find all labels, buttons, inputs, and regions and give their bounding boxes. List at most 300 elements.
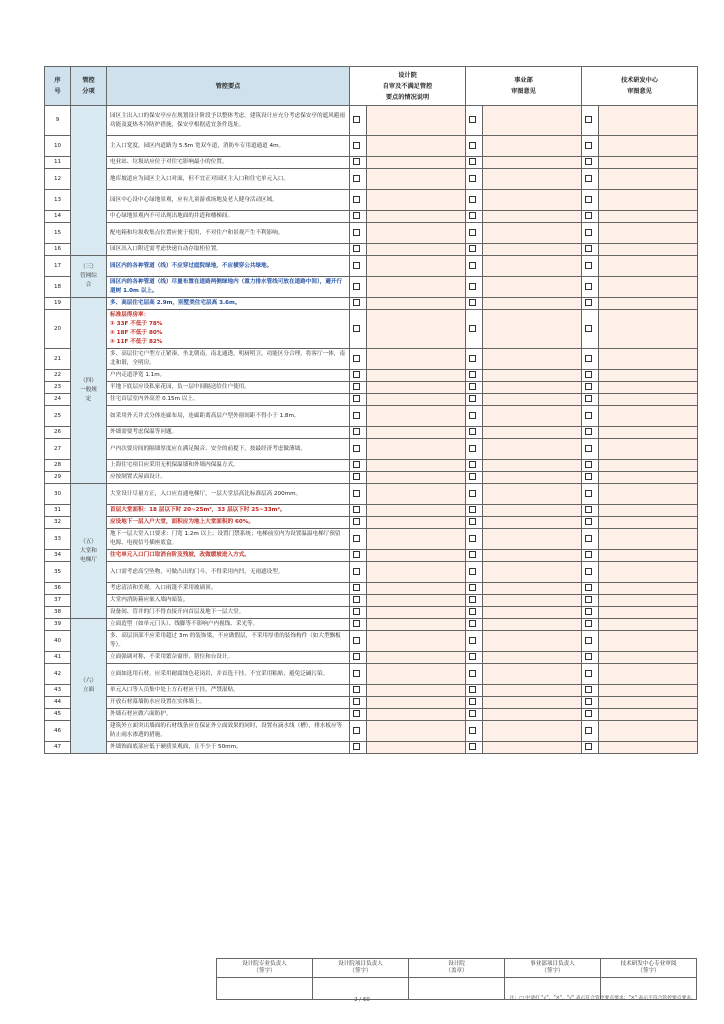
tech-checkbox[interactable] <box>585 212 592 219</box>
design-opinion-field[interactable] <box>367 709 466 721</box>
business-checkbox[interactable] <box>469 506 476 513</box>
design-checkbox[interactable] <box>353 670 360 677</box>
business-checkbox-cell <box>466 277 483 298</box>
business-opinion-field[interactable] <box>483 721 582 742</box>
tech-opinion-field[interactable] <box>599 136 698 157</box>
tech-checkbox[interactable] <box>585 445 592 452</box>
tech-opinion-field[interactable] <box>599 244 698 256</box>
row-number: 47 <box>45 742 71 754</box>
row-number: 13 <box>45 190 71 211</box>
tech-opinion-field[interactable] <box>599 595 698 607</box>
tech-checkbox[interactable] <box>585 355 592 362</box>
design-opinion-field[interactable] <box>367 157 466 169</box>
design-opinion-field[interactable] <box>367 472 466 484</box>
design-checkbox[interactable] <box>353 262 360 269</box>
tech-checkbox-cell <box>582 484 599 505</box>
tech-checkbox[interactable] <box>585 551 592 558</box>
business-opinion-field[interactable] <box>483 394 582 406</box>
design-opinion-field[interactable] <box>367 562 466 583</box>
business-checkbox[interactable] <box>469 196 476 203</box>
design-opinion-field[interactable] <box>367 664 466 685</box>
business-opinion-field[interactable] <box>483 439 582 460</box>
tech-opinion-field[interactable] <box>599 370 698 382</box>
business-checkbox[interactable] <box>469 698 476 705</box>
key-point-text: 大堂内消防箱应嵌入墙内暗装。 <box>107 595 350 607</box>
design-checkbox[interactable] <box>353 727 360 734</box>
business-checkbox[interactable] <box>469 727 476 734</box>
business-opinion-field[interactable] <box>483 190 582 211</box>
business-checkbox[interactable] <box>469 637 476 644</box>
business-checkbox[interactable] <box>469 710 476 717</box>
design-opinion-field[interactable] <box>367 298 466 310</box>
tech-checkbox[interactable] <box>585 371 592 378</box>
design-checkbox[interactable] <box>353 355 360 362</box>
tech-checkbox[interactable] <box>585 142 592 149</box>
design-checkbox[interactable] <box>353 283 360 290</box>
table-row <box>45 517 698 529</box>
tech-checkbox[interactable] <box>585 670 592 677</box>
business-checkbox[interactable] <box>469 158 476 165</box>
key-point-text: 入口需考虑高空坠物，可做凸出的门斗，不得采用内凹，无雨遮设型。 <box>107 562 350 583</box>
business-opinion-field[interactable] <box>483 631 582 652</box>
business-opinion-field[interactable] <box>483 595 582 607</box>
tech-checkbox[interactable] <box>585 608 592 615</box>
design-opinion-field[interactable] <box>367 349 466 370</box>
design-opinion-field[interactable] <box>367 685 466 697</box>
business-checkbox[interactable] <box>469 212 476 219</box>
business-checkbox[interactable] <box>469 371 476 378</box>
design-checkbox[interactable] <box>353 551 360 558</box>
business-checkbox[interactable] <box>469 262 476 269</box>
key-point-text: 园区中心设中心绿地景观，应有儿童游戏场地及老人健身活动区域。 <box>107 190 350 211</box>
tech-checkbox[interactable] <box>585 596 592 603</box>
business-checkbox[interactable] <box>469 551 476 558</box>
tech-opinion-field[interactable] <box>599 277 698 298</box>
design-checkbox-cell <box>350 190 367 211</box>
row-number: 28 <box>45 460 71 472</box>
business-opinion-field[interactable] <box>483 685 582 697</box>
design-checkbox[interactable] <box>353 325 360 332</box>
design-checkbox[interactable] <box>353 158 360 165</box>
business-opinion-field[interactable] <box>483 211 582 223</box>
business-opinion-field[interactable] <box>483 310 582 349</box>
business-checkbox[interactable] <box>469 670 476 677</box>
design-opinion-field[interactable] <box>367 742 466 754</box>
design-checkbox[interactable] <box>353 620 360 627</box>
table-row <box>45 256 698 277</box>
tech-checkbox[interactable] <box>585 637 592 644</box>
tech-opinion-field[interactable] <box>599 562 698 583</box>
design-checkbox[interactable] <box>353 686 360 693</box>
row-number: 25 <box>45 406 71 427</box>
tech-opinion-field[interactable] <box>599 106 698 136</box>
business-opinion-field[interactable] <box>483 370 582 382</box>
tech-opinion-field[interactable] <box>599 550 698 562</box>
business-opinion-field[interactable] <box>483 349 582 370</box>
tech-checkbox[interactable] <box>585 743 592 750</box>
business-opinion-field[interactable] <box>483 460 582 472</box>
tech-checkbox[interactable] <box>585 245 592 252</box>
row-number: 22 <box>45 370 71 382</box>
key-point-text: 应按制置式屋面设计。 <box>107 472 350 484</box>
design-checkbox[interactable] <box>353 637 360 644</box>
tech-checkbox[interactable] <box>585 698 592 705</box>
tech-checkbox[interactable] <box>585 299 592 306</box>
business-checkbox[interactable] <box>469 142 476 149</box>
design-checkbox[interactable] <box>353 412 360 419</box>
tech-opinion-field[interactable] <box>599 721 698 742</box>
business-opinion-field[interactable] <box>483 406 582 427</box>
design-checkbox-cell <box>350 439 367 460</box>
tech-checkbox[interactable] <box>585 686 592 693</box>
business-checkbox[interactable] <box>469 325 476 332</box>
tech-opinion-field[interactable] <box>599 517 698 529</box>
business-opinion-field[interactable] <box>483 652 582 664</box>
control-table <box>44 66 698 754</box>
design-checkbox-cell <box>350 619 367 631</box>
business-opinion-field[interactable] <box>483 619 582 631</box>
design-checkbox-cell <box>350 244 367 256</box>
tech-checkbox[interactable] <box>585 428 592 435</box>
design-checkbox[interactable] <box>353 445 360 452</box>
design-opinion-field[interactable] <box>367 244 466 256</box>
business-checkbox[interactable] <box>469 490 476 497</box>
tech-checkbox[interactable] <box>585 653 592 660</box>
design-checkbox[interactable] <box>353 371 360 378</box>
row-number: 20 <box>45 310 71 349</box>
design-checkbox[interactable] <box>353 196 360 203</box>
key-point-text: 户内走道净宽 1.1m。 <box>107 370 350 382</box>
business-opinion-field[interactable] <box>483 169 582 190</box>
business-opinion-field[interactable] <box>483 562 582 583</box>
business-opinion-field[interactable] <box>483 223 582 244</box>
business-opinion-field[interactable] <box>483 742 582 754</box>
business-checkbox[interactable] <box>469 608 476 615</box>
business-checkbox[interactable] <box>469 568 476 575</box>
business-opinion-field[interactable] <box>483 427 582 439</box>
design-opinion-field[interactable] <box>367 505 466 517</box>
tech-opinion-field[interactable] <box>599 394 698 406</box>
design-opinion-field[interactable] <box>367 136 466 157</box>
design-checkbox[interactable] <box>353 490 360 497</box>
tech-opinion-field[interactable] <box>599 742 698 754</box>
design-opinion-field[interactable] <box>367 652 466 664</box>
business-opinion-field[interactable] <box>483 106 582 136</box>
row-number: 43 <box>45 685 71 697</box>
tech-checkbox[interactable] <box>585 506 592 513</box>
business-checkbox-cell <box>466 550 483 562</box>
design-checkbox[interactable] <box>353 535 360 542</box>
design-opinion-field[interactable] <box>367 406 466 427</box>
business-opinion-field[interactable] <box>483 484 582 505</box>
business-checkbox-cell <box>466 709 483 721</box>
business-checkbox-cell <box>466 298 483 310</box>
tech-checkbox-cell <box>582 349 599 370</box>
tech-checkbox[interactable] <box>585 518 592 525</box>
business-checkbox[interactable] <box>469 686 476 693</box>
tech-checkbox[interactable] <box>585 490 592 497</box>
table-row <box>45 505 698 517</box>
business-checkbox[interactable] <box>469 653 476 660</box>
row-number: 31 <box>45 505 71 517</box>
design-checkbox-cell <box>350 562 367 583</box>
tech-opinion-field[interactable] <box>599 190 698 211</box>
design-opinion-field[interactable] <box>367 631 466 652</box>
tech-opinion-field[interactable] <box>599 439 698 460</box>
row-number: 29 <box>45 472 71 484</box>
business-checkbox[interactable] <box>469 620 476 627</box>
tech-opinion-field[interactable] <box>599 529 698 550</box>
design-checkbox[interactable] <box>353 506 360 513</box>
design-checkbox[interactable] <box>353 299 360 306</box>
tech-opinion-field[interactable] <box>599 583 698 595</box>
tech-checkbox[interactable] <box>585 710 592 717</box>
design-checkbox[interactable] <box>353 596 360 603</box>
tech-opinion-field[interactable] <box>599 664 698 685</box>
tech-checkbox-cell <box>582 472 599 484</box>
design-opinion-field[interactable] <box>367 190 466 211</box>
tech-checkbox-cell <box>582 406 599 427</box>
tech-checkbox[interactable] <box>585 158 592 165</box>
design-checkbox[interactable] <box>353 428 360 435</box>
key-point-text: 上海住宅项目应采用无机保温墙和外墙内保温方式。 <box>107 460 350 472</box>
design-opinion-field[interactable] <box>367 619 466 631</box>
tech-checkbox[interactable] <box>585 229 592 236</box>
design-opinion-field[interactable] <box>367 106 466 136</box>
design-checkbox[interactable] <box>353 608 360 615</box>
signature-label: 设计院项目负责人 （签字） <box>313 959 409 978</box>
business-checkbox[interactable] <box>469 412 476 419</box>
design-opinion-field[interactable] <box>367 550 466 562</box>
design-opinion-field[interactable] <box>367 484 466 505</box>
tech-checkbox[interactable] <box>585 325 592 332</box>
design-checkbox[interactable] <box>353 653 360 660</box>
tech-checkbox[interactable] <box>585 395 592 402</box>
design-opinion-field[interactable] <box>367 382 466 394</box>
design-checkbox[interactable] <box>353 518 360 525</box>
tech-opinion-field[interactable] <box>599 607 698 619</box>
business-checkbox-cell <box>466 529 483 550</box>
business-checkbox-cell <box>466 169 483 190</box>
design-checkbox[interactable] <box>353 212 360 219</box>
business-checkbox[interactable] <box>469 584 476 591</box>
business-checkbox[interactable] <box>469 299 476 306</box>
tech-checkbox[interactable] <box>585 262 592 269</box>
key-point-text: 外墙饰面底部应低于硬质景观面，且不少于 50mm。 <box>107 742 350 754</box>
business-checkbox[interactable] <box>469 535 476 542</box>
tech-opinion-field[interactable] <box>599 631 698 652</box>
tech-checkbox-cell <box>582 595 599 607</box>
business-opinion-field[interactable] <box>483 157 582 169</box>
design-checkbox[interactable] <box>353 245 360 252</box>
design-checkbox[interactable] <box>353 698 360 705</box>
key-point-text: 地库坡道应为园区主入口对面，但不宜正对园区主入口和住宅单元入口。 <box>107 169 350 190</box>
business-checkbox[interactable] <box>469 461 476 468</box>
design-checkbox[interactable] <box>353 584 360 591</box>
header-category: 管控 分项 <box>71 67 107 106</box>
tech-checkbox[interactable] <box>585 175 592 182</box>
business-opinion-field[interactable] <box>483 550 582 562</box>
tech-opinion-field[interactable] <box>599 427 698 439</box>
tech-checkbox-cell <box>582 256 599 277</box>
design-checkbox[interactable] <box>353 473 360 480</box>
tech-checkbox[interactable] <box>585 620 592 627</box>
business-checkbox[interactable] <box>469 473 476 480</box>
tech-opinion-field[interactable] <box>599 256 698 277</box>
tech-opinion-field[interactable] <box>599 211 698 223</box>
design-opinion-field[interactable] <box>367 460 466 472</box>
design-opinion-field[interactable] <box>367 256 466 277</box>
tech-opinion-field[interactable] <box>599 685 698 697</box>
key-point-text: 多、高层住宅户型方正紧凑，坐北朝南，南北通透，明厨明卫，功能区分合理，将客厅一体，南北和谐，全明房。 <box>107 349 350 370</box>
design-opinion-field[interactable] <box>367 697 466 709</box>
tech-checkbox[interactable] <box>585 473 592 480</box>
business-opinion-field[interactable] <box>483 664 582 685</box>
table-row <box>45 394 698 406</box>
business-opinion-field[interactable] <box>483 505 582 517</box>
design-opinion-field[interactable] <box>367 211 466 223</box>
row-number: 33 <box>45 529 71 550</box>
tech-opinion-field[interactable] <box>599 406 698 427</box>
design-opinion-field[interactable] <box>367 427 466 439</box>
tech-opinion-field[interactable] <box>599 652 698 664</box>
tech-opinion-field[interactable] <box>599 460 698 472</box>
tech-opinion-field[interactable] <box>599 169 698 190</box>
design-checkbox[interactable] <box>353 229 360 236</box>
tech-checkbox[interactable] <box>585 535 592 542</box>
design-opinion-field[interactable] <box>367 583 466 595</box>
business-opinion-field[interactable] <box>483 583 582 595</box>
business-opinion-field[interactable] <box>483 277 582 298</box>
design-opinion-field[interactable] <box>367 310 466 349</box>
business-opinion-field[interactable] <box>483 517 582 529</box>
tech-checkbox[interactable] <box>585 283 592 290</box>
header-tech-center: 技术研发中心 审图意见 <box>582 67 698 106</box>
design-checkbox-cell <box>350 664 367 685</box>
tech-checkbox-cell <box>582 607 599 619</box>
tech-opinion-field[interactable] <box>599 223 698 244</box>
table-row <box>45 370 698 382</box>
tech-checkbox[interactable] <box>585 196 592 203</box>
design-checkbox[interactable] <box>353 710 360 717</box>
business-checkbox-cell <box>466 685 483 697</box>
design-checkbox[interactable] <box>353 395 360 402</box>
tech-checkbox-cell <box>582 106 599 136</box>
business-opinion-field[interactable] <box>483 697 582 709</box>
business-checkbox[interactable] <box>469 245 476 252</box>
tech-opinion-field[interactable] <box>599 484 698 505</box>
tech-checkbox[interactable] <box>585 584 592 591</box>
tech-opinion-field[interactable] <box>599 382 698 394</box>
row-number: 35 <box>45 562 71 583</box>
business-checkbox[interactable] <box>469 116 476 123</box>
tech-checkbox[interactable] <box>585 568 592 575</box>
row-number: 23 <box>45 382 71 394</box>
design-opinion-field[interactable] <box>367 223 466 244</box>
tech-opinion-field[interactable] <box>599 472 698 484</box>
tech-checkbox[interactable] <box>585 461 592 468</box>
tech-opinion-field[interactable] <box>599 349 698 370</box>
table-row <box>45 664 698 685</box>
design-checkbox[interactable] <box>353 461 360 468</box>
tech-opinion-field[interactable] <box>599 697 698 709</box>
page-number: 2 / 60 <box>354 997 370 1003</box>
business-checkbox[interactable] <box>469 283 476 290</box>
business-checkbox[interactable] <box>469 428 476 435</box>
business-checkbox-cell <box>466 136 483 157</box>
design-checkbox[interactable] <box>353 743 360 750</box>
business-opinion-field[interactable] <box>483 607 582 619</box>
business-checkbox[interactable] <box>469 596 476 603</box>
design-opinion-field[interactable] <box>367 517 466 529</box>
table-row <box>45 484 698 505</box>
tech-opinion-field[interactable] <box>599 505 698 517</box>
row-number: 30 <box>45 484 71 505</box>
business-checkbox[interactable] <box>469 518 476 525</box>
business-opinion-field[interactable] <box>483 256 582 277</box>
design-opinion-field[interactable] <box>367 439 466 460</box>
table-row <box>45 697 698 709</box>
design-checkbox[interactable] <box>353 175 360 182</box>
design-opinion-field[interactable] <box>367 529 466 550</box>
business-opinion-field[interactable] <box>483 244 582 256</box>
tech-opinion-field[interactable] <box>599 157 698 169</box>
tech-checkbox[interactable] <box>585 412 592 419</box>
business-opinion-field[interactable] <box>483 709 582 721</box>
business-checkbox[interactable] <box>469 383 476 390</box>
design-opinion-field[interactable] <box>367 169 466 190</box>
tech-opinion-field[interactable] <box>599 298 698 310</box>
design-checkbox[interactable] <box>353 142 360 149</box>
business-checkbox[interactable] <box>469 445 476 452</box>
business-opinion-field[interactable] <box>483 298 582 310</box>
tech-checkbox-cell <box>582 742 599 754</box>
design-opinion-field[interactable] <box>367 394 466 406</box>
design-checkbox[interactable] <box>353 568 360 575</box>
design-opinion-field[interactable] <box>367 595 466 607</box>
tech-checkbox-cell <box>582 382 599 394</box>
tech-opinion-field[interactable] <box>599 709 698 721</box>
business-checkbox-cell <box>466 484 483 505</box>
footer-note: 注：□ 中请打 "√"、"×"，"√" 表示符合管控要点要求；"×" 表示不符合管控要点要求。 <box>509 996 696 1001</box>
design-opinion-field[interactable] <box>367 721 466 742</box>
business-checkbox[interactable] <box>469 229 476 236</box>
tech-opinion-field[interactable] <box>599 619 698 631</box>
business-checkbox[interactable] <box>469 355 476 362</box>
design-opinion-field[interactable] <box>367 370 466 382</box>
tech-checkbox[interactable] <box>585 383 592 390</box>
business-checkbox[interactable] <box>469 395 476 402</box>
key-point-text: 应设地下一层入户大堂，面积应为地上大堂面积的 60%。 <box>107 517 350 529</box>
business-checkbox[interactable] <box>469 743 476 750</box>
design-checkbox[interactable] <box>353 383 360 390</box>
business-opinion-field[interactable] <box>483 382 582 394</box>
business-opinion-field[interactable] <box>483 136 582 157</box>
tech-checkbox-cell <box>582 652 599 664</box>
design-checkbox-cell <box>350 631 367 652</box>
tech-checkbox[interactable] <box>585 727 592 734</box>
key-point-text: 立面强调对称，不采用繁杂窗形、错位和台设计。 <box>107 652 350 664</box>
business-opinion-field[interactable] <box>483 472 582 484</box>
tech-opinion-field[interactable] <box>599 310 698 349</box>
business-checkbox[interactable] <box>469 175 476 182</box>
business-opinion-field[interactable] <box>483 529 582 550</box>
table-row <box>45 439 698 460</box>
design-opinion-field[interactable] <box>367 607 466 619</box>
tech-checkbox[interactable] <box>585 116 592 123</box>
design-checkbox[interactable] <box>353 116 360 123</box>
design-opinion-field[interactable] <box>367 277 466 298</box>
